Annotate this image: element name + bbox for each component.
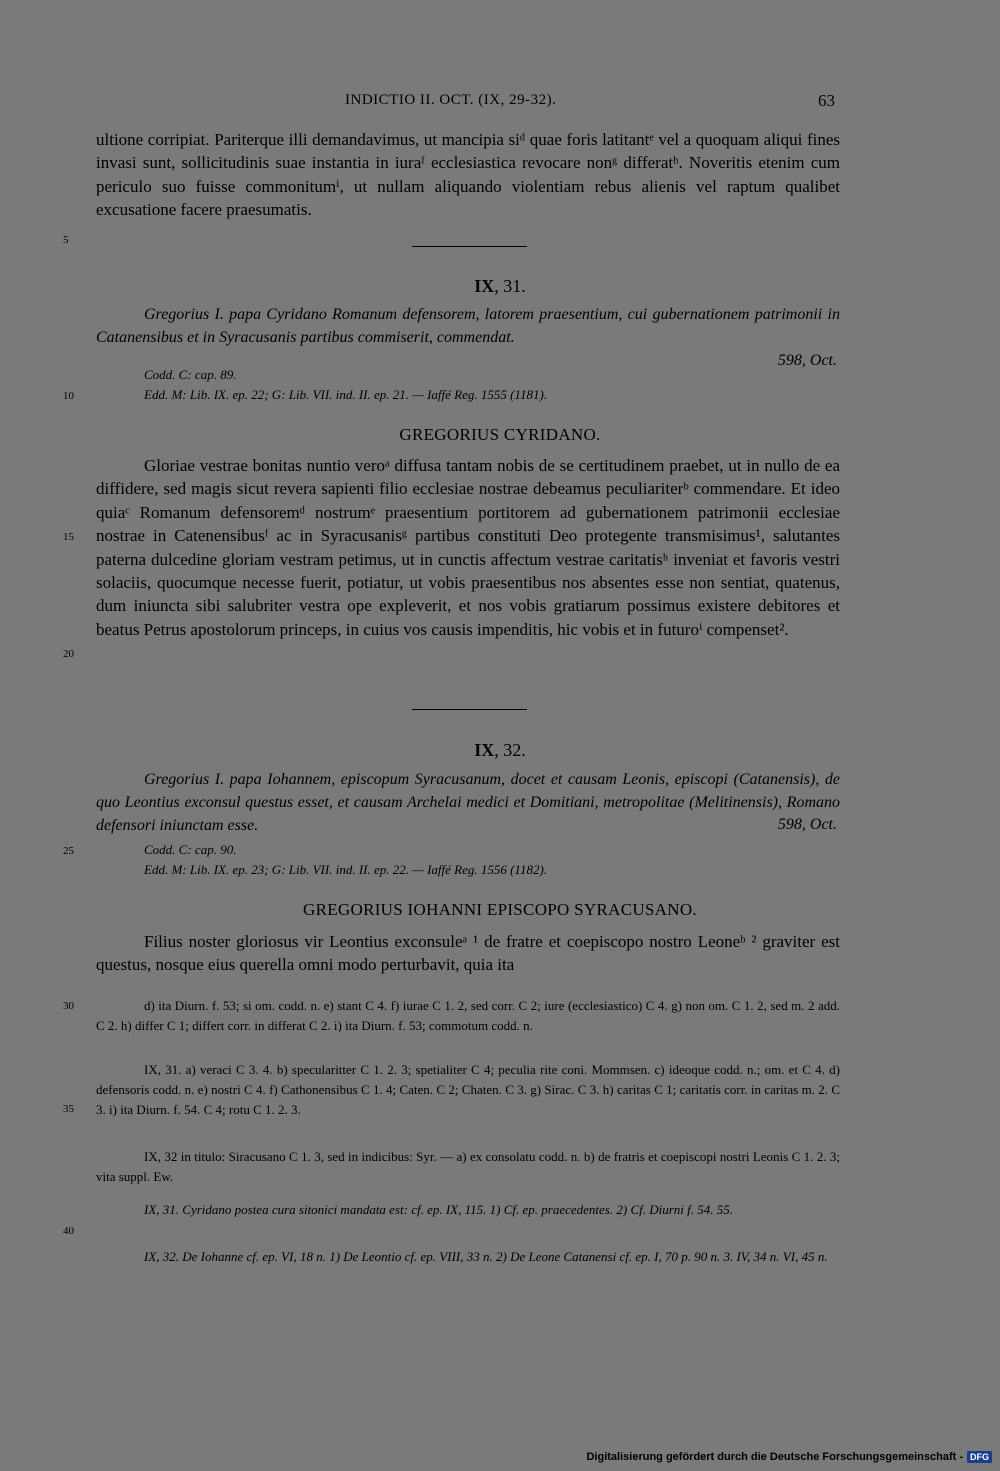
line-number-25: 25 xyxy=(63,845,74,857)
letter-31-edd: Edd. M: Lib. IX. ep. 22; G: Lib. VII. ind. II. ep. 21. — Iaffé Reg. 1555 (1181). xyxy=(144,387,548,402)
letter-31-address: GREGORIUS CYRIDANO. xyxy=(399,425,601,444)
digitization-credit xyxy=(586,1451,992,1463)
intro-paragraph xyxy=(96,128,840,222)
footnotes-commentary-31 xyxy=(96,1200,840,1220)
line-number-40: 40 xyxy=(63,1225,74,1237)
letter-31-heading-rest: , 31. xyxy=(494,276,526,296)
letter-32-text xyxy=(96,930,840,977)
letter-32-heading xyxy=(0,740,1000,761)
letter-31-codd: Codd. C: cap. 89. xyxy=(144,367,237,382)
letter-32-heading-num: IX xyxy=(474,740,495,760)
letter-32-address: GREGORIUS IOHANNI EPISCOPO SYRACUSANO. xyxy=(303,900,697,919)
letter-31-summary: Gregorius I. papa Cyridano Romanum defensorem, latorem praesentium, cui gubernationem patrimonii in Catanensibus et in Syracusanis partibus commiserit, commendat. xyxy=(96,306,840,346)
footnotes-critical xyxy=(96,996,840,1036)
footnote-block-5: IX, 32. De Iohanne cf. ep. VI, 18 n. 1) De Leontio cf. ep. VIII, 33 n. 2) De Leone Catanensi cf. ep. I, 70 p. 90 n. 3. IV, 34 n. VI, 45 n. xyxy=(144,1249,828,1264)
letter-31-date: 598, Oct. xyxy=(777,352,837,369)
letter-31-heading-num: IX xyxy=(474,276,495,296)
letter-32-codd: Codd. C: cap. 90. xyxy=(144,842,237,857)
letter-31-text xyxy=(96,454,840,641)
footnote-block-3: IX, 32 in titulo: Siracusano C 1. 3, sed in indicibus: Syr. — a) ex consolatu codd. n. b) de fratris et coepiscopi nostri Leonis C 1. 2. 3; vita suppl. Ew. xyxy=(96,1149,840,1184)
footnote-block-2: IX, 31. a) veraci C 3. 4. b) specularitter C 1. 2. 3; spetialiter C 4; peculia rite coni. Mommsen. c) ideoque codd. n.; om. et C 4. d) defensoris codd. n. e) nostri C 4. f) Cathonensibus C 1. 4; Caten. C 2; Chaten. C 3. g) Sirac. C 3. h) caritas C 1; caritatis corr. in caritas m. 2. C 3. i) ita Diurn. f. 54. C 4; rotu C 1. 2. 3. xyxy=(96,1062,840,1117)
intro-text: ultione corripiat. Pariterque illi demandavimus, ut mancipia siᵈ quae foris latitantᵉ vel a quoquam aliqui fines invasi sunt, sollicitudinis suae instantia in iuraᶠ ecclesiastica revocare nonᵍ differatʰ. Noveritis etenim cum periculo suo fuisse commonitumⁱ, ut nullam aliquando violentiam rebus alienis vel raptum qualibet excusatione facere praesumatis. xyxy=(96,130,840,220)
line-number-35: 35 xyxy=(63,1103,74,1115)
letter-32-summary: Gregorius I. papa Iohannem, episcopum Syracusanum, docet et causam Leonis, episcopi (Catanensis), de quo Leontius exconsul questus esset, et causam Archelai medici et Domitiani, metropolitae (Melitinensis), Romano defensori iniunctam esse. xyxy=(96,771,840,834)
letter-31-body: Gloriae vestrae bonitas nuntio veroᵃ diffusa tantam nobis de se certitudinem praebet, ut in nullo de ea diffidere, sed magis sicut revera sapienti filio ecclesiae nostrae debeamus peculiariterᵇ commendare. Et ideo quiaᶜ Romanum defensoremᵈ nostrumᵉ praesentium portitorem ad gubernationem patrimonii ecclesiae nostrae in Catenensibusᶠ ac in Syracusanisᵍ partibus constituti Deo protegente transmisimus¹, salutantes paterna dulcedine gloriam vestram petimus, ut in cunctis affectum vestrae caritatisʰ inveniat et favoris vestri solaciis, quocumque necesse fuerit, potiatur, ut vobis praesentibus nos absentes esse non sentiat, quatenus, dum iniuncta sibi salubriter vestra ope expleverit, et nos vobis gratiarum possimus existere debitores et beatus Petrus apostolorum princeps, in cuius vos causis impenditis, hic vobis et in futuroⁱ compenset². xyxy=(96,456,840,639)
letter-32-edd: Edd. M: Lib. IX. ep. 23; G: Lib. VII. ind. II. ep. 22. — Iaffé Reg. 1556 (1182). xyxy=(144,862,548,877)
running-header: INDICTIO II. OCT. (IX, 29-32). xyxy=(345,92,557,108)
footnote-block-4: IX, 31. Cyridano postea cura sitonici mandata est: cf. ep. IX, 115. 1) Cf. ep. praecedentes. 2) Cf. Diurni f. 54. 55. xyxy=(144,1202,734,1217)
footnotes-ix32 xyxy=(96,1147,840,1187)
page-number: 63 xyxy=(818,91,835,110)
letter-31-heading xyxy=(0,276,1000,297)
letter-32-date: 598, Oct. xyxy=(777,816,837,833)
line-number-20: 20 xyxy=(63,648,74,660)
letter-32-body: Filius noster gloriosus vir Leontius exconsuleᵃ ¹ de fratre et coepiscopo nostro Leoneᵇ ² graviter est questus, nosque eius querella omni modo perturbavit, quia ita xyxy=(96,932,840,975)
section-divider xyxy=(412,246,527,247)
letter-32-heading-rest: , 32. xyxy=(494,740,526,760)
section-divider xyxy=(412,709,527,710)
footnote-block-1: d) ita Diurn. f. 53; si om. codd. n. e) stant C 4. f) iurae C 1. 2, sed corr. C 2; iure (ecclesiastico) C 4. g) non om. C 1. 2, sed m. 2 add. C 2. h) differ C 1; differt corr. in differat C 2. i) ita Diurn. f. 53; commotum codd. n. xyxy=(96,998,840,1033)
dfg-logo: DFG xyxy=(967,1451,992,1463)
footnotes-ix31 xyxy=(96,1060,840,1120)
line-number-10: 10 xyxy=(63,390,74,402)
line-number-15: 15 xyxy=(63,531,74,543)
line-number-5: 5 xyxy=(63,234,69,246)
line-number-30: 30 xyxy=(63,1000,74,1012)
digitization-credit-text: Digitalisierung gefördert durch die Deutsche Forschungsgemeinschaft - xyxy=(586,1451,963,1463)
footnotes-commentary-32 xyxy=(96,1247,840,1267)
